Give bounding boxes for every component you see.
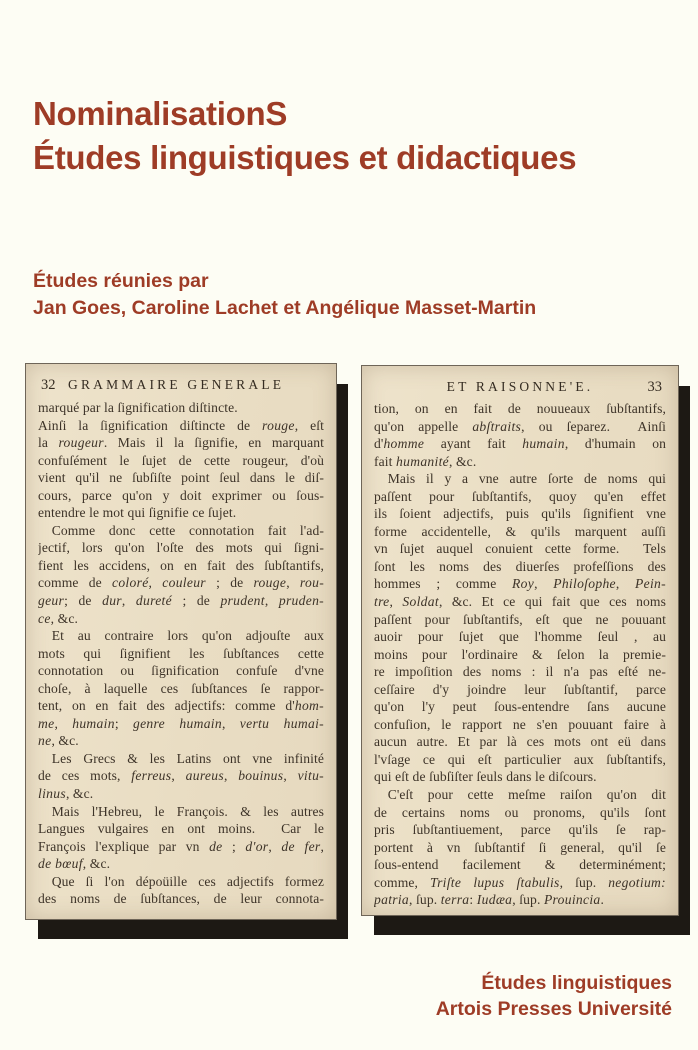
text-line: fait humanité, &c. xyxy=(374,453,477,469)
text-line: auoir pour ſujet que l'homme ſeul , au xyxy=(374,629,666,645)
running-title-right: ET RAISONNE'E. xyxy=(446,379,594,394)
text-line: d'homme ayant fait humain, d'humain on xyxy=(374,436,666,452)
text-line: qu'on l'y peut ſous-entendre ſans aucune xyxy=(374,699,666,715)
imprint-publisher: Artois Presses Université xyxy=(435,998,672,1020)
scanned-page-left xyxy=(25,363,337,920)
page-header-right xyxy=(374,377,666,397)
text-line: des noms de ſubſtances, de leur connota- xyxy=(38,891,324,907)
text-line: comme de coloré, couleur ; de rouge, rou- xyxy=(38,575,324,591)
text-line: re impoſition des noms : il n'a pas eſté ne- xyxy=(374,664,666,680)
text-line: C'eſt pour cette meſme raiſon qu'on dit xyxy=(374,787,666,803)
text-line: jectif, lors qu'on l'oſte des mots qui ſigni- xyxy=(38,540,324,556)
running-title-left: GRAMMAIRE GENERALE xyxy=(68,377,285,392)
text-line: Que ſi l'on dépoüille ces adjectifs formez xyxy=(38,873,324,889)
text-line: cours, parce qu'on y doit exprimer ou ſous- xyxy=(38,487,324,503)
text-line: ſous-entend facilement & determinément; xyxy=(374,857,666,873)
text-line: pris ſubſtantiuement, parce qu'ils ſe rap- xyxy=(374,822,666,838)
text-line: fient les accidens, on en fait des ſubſtantifs, xyxy=(38,557,324,573)
text-line: connotation ou ſignification confuſe d'vne xyxy=(38,663,324,679)
text-line: confuſion, le rapport ne s'en pouuant faire à xyxy=(374,716,666,732)
text-line: qui eſt de ſubſiſter ſeuls dans le diſcours. xyxy=(374,769,597,785)
text-line: ceſſaire d'y joindre leur ſubſtantif, parce xyxy=(374,681,666,697)
page-text-right xyxy=(374,400,666,909)
text-line: Ainſi la ſignification diſtincte de rouge, eſt xyxy=(38,417,324,433)
text-line: vn ſujet auquel conuient cette forme. Tels xyxy=(374,541,666,557)
text-line: ne, &c. xyxy=(38,733,79,749)
text-line: François l'explique par vn de ; d'or, de fer, xyxy=(38,838,324,854)
text-line: ſont les noms des diuerſes profeſſions des xyxy=(374,558,666,574)
text-line: Mais l'Hebreu, le François. & les autres xyxy=(38,803,324,819)
text-line: me, humain; genre humain, vertu humai- xyxy=(38,715,324,731)
editors xyxy=(33,268,536,322)
text-line: Et au contraire lors qu'on adjouſte aux xyxy=(38,628,324,644)
text-line: forme accidentelle, & qu'ils marquent auſſi xyxy=(374,523,666,539)
text-line: linus, &c. xyxy=(38,786,94,802)
text-line: de certains noms ou pronoms, qu'ils ſont xyxy=(374,804,666,820)
page-header-left xyxy=(38,375,324,396)
text-line: comme, Triſte lupus ſtabulis, ſup. negotium: xyxy=(374,874,666,890)
text-line: marqué par la ſignification diſtincte. xyxy=(38,400,238,415)
text-line: hommes ; comme Roy, Philoſophe, Pein- xyxy=(374,576,666,592)
text-line: aucun autre. Et par là ces mots ont eü dans xyxy=(374,734,666,750)
publisher-imprint xyxy=(436,970,672,1022)
text-line: ils ſoient adjectifs, puis qu'ils ſignifient vne xyxy=(374,506,666,522)
text-line: entendre le mot qui ſignifie ce ſujet. xyxy=(38,505,237,521)
text-line: Mais il y a vne autre ſorte de noms qui xyxy=(374,471,666,487)
text-line: Comme donc cette connotation fait l'ad- xyxy=(38,522,324,538)
editors-line1: Études réunies par xyxy=(33,270,209,292)
text-line: geur; de dur, dureté ; de prudent, pruden- xyxy=(38,593,324,609)
title-line1: NominalisationS xyxy=(33,95,288,132)
text-line: de ces mots, ferreus, aureus, bouinus, vitu- xyxy=(38,768,324,784)
text-line: tre, Soldat, &c. Et ce qui fait que ces noms xyxy=(374,594,666,610)
text-line: tent, on en fait des adjectifs: comme d'hom- xyxy=(38,698,324,714)
text-line: Les Grecs & les Latins ont vne infinité xyxy=(38,750,324,766)
book-title xyxy=(33,92,576,180)
text-line: de bœuf, &c. xyxy=(38,856,111,872)
editors-line2: Jan Goes, Caroline Lachet et Angélique Masset-Martin xyxy=(33,297,537,319)
text-line: tion, on en fait de nouueaux ſubſtantifs, xyxy=(374,401,666,416)
text-line: paſſent pour ſubſtantifs, eſt que ne pouuant xyxy=(374,611,666,627)
text-line: vient qu'il ne ſubſiſte point ſeul dans le diſ- xyxy=(38,470,324,486)
imprint-series: Études linguistiques xyxy=(481,972,672,994)
text-line: qu'on appelle abſtraits, ou ſeparez. Ainſi xyxy=(374,418,666,434)
text-line: la rougeur. Mais il la ſignifie, en marquant xyxy=(38,435,324,451)
text-line: mots qui ſignifient les ſubſtances cette xyxy=(38,645,324,661)
text-line: portent à vn ſubſtantif ſi general, qu'il ſe xyxy=(374,839,666,855)
page-number-right: 33 xyxy=(647,379,662,395)
text-line: ce, &c. xyxy=(38,610,78,626)
text-line: Langues vulgaires en ont moins. Car le xyxy=(38,821,324,837)
text-line: confuſément le ſujet de cette rougeur, d'où xyxy=(38,452,324,468)
text-line: choſe, à laquelle ces ſubſtances ſe rappor- xyxy=(38,680,324,696)
title-line2: Études linguistiques et didactiques xyxy=(33,139,577,176)
text-line: moins pour l'ordinaire & ſelon la premie- xyxy=(374,646,666,662)
text-line: patria, ſup. terra: Iudæa, ſup. Prouincia. xyxy=(374,892,605,908)
text-line: l'vſage ce qui eſt particulier aux ſubſtantifs, xyxy=(374,751,666,767)
scanned-page-right xyxy=(361,365,679,916)
text-line: paſſent pour ſubſtantifs, quoy qu'en effet xyxy=(374,488,666,504)
page-text-left xyxy=(38,399,324,908)
page-number-left: 32 xyxy=(41,377,56,393)
